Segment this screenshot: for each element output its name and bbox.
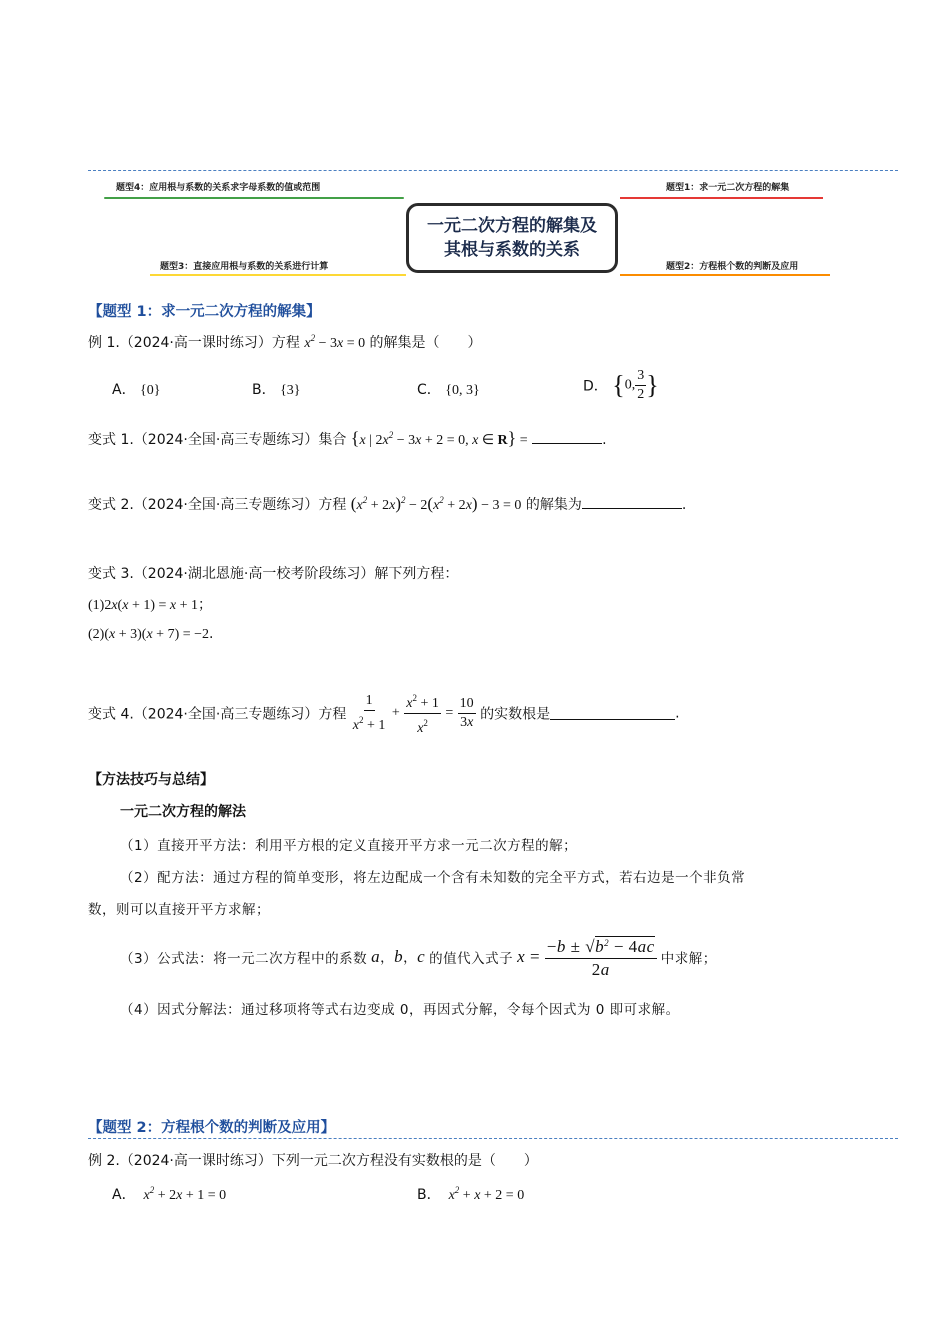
top-dashed-separator xyxy=(88,170,898,171)
variant4-frac2: $\frac{x^2 + 1}{x^2}$ xyxy=(404,690,441,737)
variant3-item1: (1)2x(x + 1) = x + 1； xyxy=(88,597,213,613)
option-a-value: {0} xyxy=(140,383,161,398)
example1-option-c[interactable] xyxy=(417,379,480,399)
quadratic-formula: x = $\frac{-b \pm √b^2 - 4ac}{2a}$ xyxy=(517,932,657,981)
mindmap-branch2-line xyxy=(620,274,830,276)
variant3-item2: (2)(x + 3)(x + 7) = −2. xyxy=(88,626,214,642)
option-b-letter: B． xyxy=(252,382,276,398)
variant1-question: 变式 1.（2024·全国·高三专题练习）集合 {x | $2x^2 - 3x + 2 = 0$, x ∈ R} = . xyxy=(88,428,607,448)
mindmap-branch3-line xyxy=(150,274,406,276)
example1-option-a[interactable] xyxy=(112,379,160,399)
option-d-fraction: $\frac{3}{2}$ xyxy=(637,368,645,402)
mindmap-branch4-line xyxy=(104,197,404,199)
variant3-question: 变式 3.（2024·湖北恩施·高一校考阶段练习）解下列方程： xyxy=(88,566,459,582)
variant4-frac1: $\frac{1}{x^2 + 1}$ xyxy=(352,693,386,733)
method-4: （4）因式分解法：通过移项将等式右边变成 0，再因式分解，令每个因式为 0 即可求解。 xyxy=(120,1002,680,1018)
example2-option-b[interactable]: B． $x^2 + x + 2 = 0$ xyxy=(417,1185,525,1203)
method-3c: 中求解； xyxy=(660,950,717,967)
option-d-value: { xyxy=(612,370,625,400)
methods-title: 一元二次方程的解法 xyxy=(120,804,246,820)
variant3-eq1: 2x(x + 1) = x + 1 xyxy=(104,598,199,613)
example1-suffix: 的解集是（ ） xyxy=(369,335,482,351)
section2-heading: 【题型 2：方程根个数的判断及应用】 xyxy=(88,1120,336,1136)
method-1: （1）直接开平方法：利用平方根的定义直接开平方求一元二次方程的解； xyxy=(120,838,578,854)
section1-heading: 【题型 1：求一元二次方程的解集】 xyxy=(88,304,321,320)
example1-question xyxy=(88,332,482,352)
option-c-letter: C． xyxy=(417,382,441,398)
example2-option-a[interactable]: A． $x^2 + 2x + 1 = 0$ xyxy=(112,1185,227,1203)
variant4-prefix: 变式 4.（2024·全国·高三专题练习）方程 xyxy=(88,706,347,723)
example1-option-d[interactable]: D． {0, $\frac{3}{2}$ } xyxy=(583,368,659,402)
option-b-value: {3} xyxy=(280,383,301,398)
variant4-blank[interactable] xyxy=(550,707,675,720)
method-2b: 数，则可以直接开平方求解； xyxy=(88,902,270,918)
method-3a: （3）公式法：将一元二次方程中的系数 xyxy=(120,950,368,967)
coefficients: a，b，c xyxy=(371,947,426,966)
variant2-equation: $(x^2 + 2x)^2 - 2(x^2 + 2x) - 3 = 0$ xyxy=(350,494,522,513)
section2-dashed-separator xyxy=(88,1138,898,1139)
mindmap-branch2-label: 题型2：方程根个数的判断及应用 xyxy=(666,262,799,272)
mindmap-branch1-label: 题型1：求一元二次方程的解集 xyxy=(666,183,790,193)
example2-question: 例 2.（2024·高一课时练习）下列一元二次方程没有实数根的是（ ） xyxy=(88,1153,538,1169)
variant2-question: 变式 2.（2024·全国·高三专题练习）方程 $(x^2 + 2x)^2 - 2(x^2 + 2x) - 3 = 0$ 的解集为 . xyxy=(88,494,687,513)
mindmap-center-box xyxy=(406,203,618,273)
method-3b: 的值代入式子 xyxy=(429,950,514,967)
option-c-value: {0, 3} xyxy=(445,383,480,398)
method-2a: （2）配方法：通过方程的简单变形，将左边配成一个含有未知数的完全平方式，若右边是一个非负常 xyxy=(120,870,746,886)
example1-equation: $x^2 - 3x = 0$ xyxy=(304,333,366,351)
variant4-question: 变式 4.（2024·全国·高三专题练习）方程 $\frac{1}{x^2 + 1}$ + $\frac{x^2 + 1}{x^2}$ = $\frac{10}{3x}$ 的实数根是 . xyxy=(88,690,680,737)
variant3-eq2: (x + 3)(x + 7) = −2 xyxy=(104,627,210,642)
variant2-mid: 的解集为 xyxy=(525,497,582,513)
variant1-set: {x | $2x^2 - 3x + 2 = 0$, x ∈ R} = xyxy=(350,428,528,448)
example1-option-b[interactable] xyxy=(252,379,301,399)
variant1-prefix: 变式 1.（2024·全国·高三专题练习）集合 xyxy=(88,432,347,448)
variant4-mid: 的实数根是 xyxy=(480,706,551,723)
variant2-blank[interactable] xyxy=(582,496,682,509)
option-a-letter: A． xyxy=(112,382,136,398)
mindmap-center-line2: 其根与系数的关系 xyxy=(444,240,580,260)
mindmap-branch3-label: 题型3：直接应用根与系数的关系进行计算 xyxy=(160,262,329,272)
variant1-blank[interactable] xyxy=(532,431,602,444)
variant4-frac3: $\frac{10}{3x}$ xyxy=(459,696,474,730)
mindmap-branch1-line xyxy=(620,197,823,199)
methods-heading: 【方法技巧与总结】 xyxy=(88,772,214,788)
option-d-letter: D． xyxy=(583,378,608,395)
example2-option-b-eq: $x^2 + x + 2 = 0$ xyxy=(445,1185,525,1203)
mindmap-branch4-label: 题型4：应用根与系数的关系求字母系数的值或范围 xyxy=(116,183,321,193)
variant2-prefix: 变式 2.（2024·全国·高三专题练习）方程 xyxy=(88,497,347,513)
method-3 xyxy=(120,932,717,981)
mindmap-center-line1: 一元二次方程的解集及 xyxy=(427,216,597,236)
example2-option-a-eq: $x^2 + 2x + 1 = 0$ xyxy=(140,1185,227,1203)
example1-prefix: 例 1.（2024·高一课时练习）方程 xyxy=(88,335,300,351)
